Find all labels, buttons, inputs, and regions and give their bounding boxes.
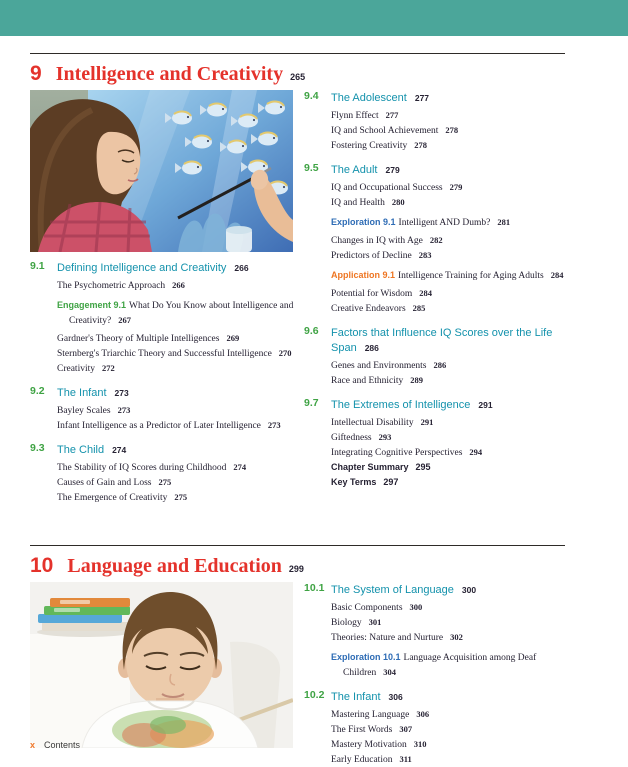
section-heading [304,90,566,105]
chapter-10-photo-boy-with-books [30,582,293,748]
entry-page-number: 293 [378,432,392,442]
entry-title: Fostering Creativity [331,141,408,151]
entry-page-number: 275 [158,477,172,487]
toc-entry [331,180,566,195]
toc-section [30,442,302,505]
section-heading [304,397,566,412]
chapter-9-photo-woman-painting-fish-mural [30,90,293,252]
toc-entry [331,737,566,752]
toc-entry [57,361,302,376]
entry-title: Giftedness [331,433,372,443]
chapter-title: Language and Education [67,555,282,577]
toc-entry [331,195,566,210]
section-heading-text [331,582,566,597]
toc-entry [331,430,566,445]
section-page-number: 300 [461,585,477,595]
entry-title: Language Acquisition among Deaf Children [343,653,537,678]
entry-title: Intelligent AND Dumb? [398,218,491,228]
entry-page-number: 304 [383,667,396,677]
entry-title: Key Terms [331,477,377,487]
chapter-heading [30,554,628,578]
entry-title: Gardner's Theory of Multiple Intelligences [57,334,220,344]
page-footer [30,740,80,750]
entry-title: Creativity [57,364,95,374]
section-number: 9.4 [304,90,319,102]
entry-page-number: 279 [449,182,463,192]
entry-title: IQ and Occupational Success [331,183,443,193]
chapter-divider-rule [30,545,565,546]
section-page-number: 279 [385,165,400,175]
entry-title: The Stability of IQ Scores during Childhood [57,463,227,473]
entry-title: Theories: Nature and Nurture [331,633,444,643]
chapter-heading [30,62,628,86]
entry-page-number: 310 [413,739,427,749]
section-heading-text [331,325,566,355]
entry-title: Race and Ethnicity [331,376,404,386]
folio-page-number: x [30,740,36,750]
entry-page-number: 283 [418,250,432,260]
toc-entry [331,248,566,263]
entry-title: Genes and Environments [331,361,427,371]
toc-entry [331,268,566,283]
entry-page-number: 282 [429,235,443,245]
toc-entry [57,418,302,433]
chapter-9-block [30,53,628,505]
entry-title: Integrating Cognitive Perspectives [331,448,463,458]
section-title: The Adolescent [331,92,407,104]
section-heading-text [57,442,302,457]
entry-page-number: 273 [117,405,131,415]
entry-title: Early Education [331,755,393,765]
section-heading-text [331,162,566,177]
toc-entry [57,490,302,505]
entry-page-number: 278 [445,125,459,135]
chapter-10-block [30,545,628,767]
entry-page-number: 297 [383,477,399,487]
section-heading [304,325,566,355]
entry-page-number: 280 [391,197,405,207]
section-page-number: 306 [388,692,403,702]
entry-page-number: 266 [172,280,185,290]
chapter-number: 10 [30,554,54,577]
toc-entry [331,233,566,248]
entry-title: What Do You Know about Intelligence and Creativity? [69,301,294,326]
entry-title: Sternberg's Triarchic Theory and Successful Intelligence [57,349,272,359]
toc-entry [57,298,302,328]
entry-page-number: 295 [415,462,431,472]
toc-entry [57,346,302,361]
toc-section [304,397,566,490]
section-title: The Child [57,444,105,456]
toc-entry [57,331,302,346]
entry-page-number: 302 [450,632,463,642]
entry-title: The Emergence of Creativity [57,493,168,503]
toc-section [30,260,302,376]
section-title: The System of Language [331,584,454,596]
toc-entry [57,460,302,475]
section-page-number: 286 [364,343,379,353]
section-title: Factors that Influence IQ Scores over the Life Span [331,327,553,354]
entry-page-number: 311 [399,754,412,764]
section-entries [331,180,566,316]
toc-entry [331,358,566,373]
section-entries [57,460,302,505]
feature-box-label: Engagement 9.1 [57,300,127,310]
section-number: 9.6 [304,325,319,337]
feature-box-label: Exploration 9.1 [331,217,396,227]
toc-entry [57,278,302,293]
entry-page-number: 306 [416,709,430,719]
entry-page-number: 273 [267,420,281,430]
section-entries [331,707,566,767]
toc-entry [331,630,566,645]
section-title: The Infant [57,387,107,399]
toc-section [304,162,566,316]
entry-title: Mastery Motivation [331,740,407,750]
section-entries [331,415,566,490]
section-entries [331,358,566,388]
entry-page-number: 272 [102,363,115,373]
chapter-page-number: 299 [288,564,304,574]
entry-page-number: 267 [118,315,131,325]
section-heading-text [57,385,302,400]
toc-section [304,582,566,680]
section-entries [331,108,566,153]
chapter-divider-rule [30,53,565,54]
entry-page-number: 270 [278,348,292,358]
entry-page-number: 294 [469,447,483,457]
section-number: 10.2 [304,689,325,701]
section-heading [304,162,566,177]
feature-box-label: Exploration 10.1 [331,652,401,662]
section-page-number: 266 [234,263,249,273]
footer-contents-label: Contents [44,740,81,750]
entry-page-number: 285 [412,303,426,313]
toc-entry [331,301,566,316]
entry-page-number: 284 [419,288,432,298]
entry-title: Intelligence Training for Aging Adults [398,271,544,281]
section-heading [304,689,566,704]
section-title: Defining Intelligence and Creativity [57,262,227,274]
chapter-number: 9 [30,62,42,85]
section-page-number: 277 [414,93,430,103]
toc-entry [331,722,566,737]
toc-entry [331,460,566,475]
section-heading [30,442,302,457]
contents-page [0,53,628,767]
section-title: The Adult [331,164,378,176]
toc-entry [331,373,566,388]
section-heading-text [331,689,566,704]
toc-entry [331,138,566,153]
section-page-number: 274 [112,445,127,455]
entry-page-number: 301 [368,617,382,627]
section-page-number: 291 [478,400,493,410]
top-teal-banner [0,0,628,36]
section-number: 9.3 [30,442,45,454]
entry-page-number: 274 [233,462,247,472]
entry-title: Infant Intelligence as a Predictor of Later Intelligence [57,421,261,431]
toc-entry [331,600,566,615]
section-number: 9.7 [304,397,319,409]
section-entries [331,600,566,680]
entry-title: The First Words [331,725,393,735]
entry-page-number: 278 [414,140,428,150]
toc-entry [331,752,566,767]
section-heading-text [331,397,566,412]
entry-title: Predictors of Decline [331,251,412,261]
entry-page-number: 286 [433,360,447,370]
entry-title: Changes in IQ with Age [331,236,423,246]
chapter-page-number: 265 [290,72,306,82]
toc-section [304,689,566,767]
section-title: The Infant [331,691,381,703]
entry-title: Biology [331,618,362,628]
toc-entry [331,445,566,460]
section-heading [304,582,566,597]
entry-page-number: 281 [497,217,511,227]
entry-title: IQ and Health [331,198,385,208]
entry-page-number: 291 [420,417,434,427]
toc-entry [331,650,566,680]
toc-entry [331,707,566,722]
toc-entry [57,475,302,490]
entry-title: Basic Components [331,603,403,613]
feature-box-label: Application 9.1 [331,270,396,280]
toc-entry [331,108,566,123]
entry-title: Flynn Effect [331,111,379,121]
chapter-10-right-column [304,582,566,767]
toc-entry [331,415,566,430]
entry-title: Causes of Gain and Loss [57,478,152,488]
section-number: 9.1 [30,260,45,272]
section-entries [57,403,302,433]
entry-page-number: 284 [550,270,564,280]
section-heading-text [57,260,302,275]
toc-entry [331,615,566,630]
toc-section [304,325,566,388]
entry-title: The Psychometric Approach [57,281,166,291]
toc-entry [331,215,566,230]
toc-entry [331,123,566,138]
entry-page-number: 307 [399,724,413,734]
chapter-title: Intelligence and Creativity [55,63,284,85]
chapter-9-right-column [304,90,566,490]
entry-page-number: 269 [226,333,240,343]
toc-section [30,385,302,433]
entry-title: Mastering Language [331,710,410,720]
entry-title: Chapter Summary [331,462,409,472]
section-number: 9.5 [304,162,319,174]
entry-page-number: 300 [409,602,423,612]
section-entries [57,278,302,376]
entry-title: Intellectual Disability [331,418,414,428]
entry-title: Potential for Wisdom [331,289,413,299]
toc-entry [331,286,566,301]
entry-page-number: 277 [385,110,399,120]
toc-entry [331,475,566,490]
chapter-9-left-column [30,260,302,505]
section-heading [30,385,302,400]
entry-title: Creative Endeavors [331,304,406,314]
section-heading-text [331,90,566,105]
entry-page-number: 275 [174,492,188,502]
entry-page-number: 289 [410,375,424,385]
toc-entry [57,403,302,418]
toc-section [304,90,566,153]
entry-title: IQ and School Achievement [331,126,439,136]
section-heading [30,260,302,275]
section-title: The Extremes of Intelligence [331,399,471,411]
section-page-number: 273 [114,388,129,398]
section-number: 10.1 [304,582,325,594]
entry-title: Bayley Scales [57,406,111,416]
section-number: 9.2 [30,385,45,397]
